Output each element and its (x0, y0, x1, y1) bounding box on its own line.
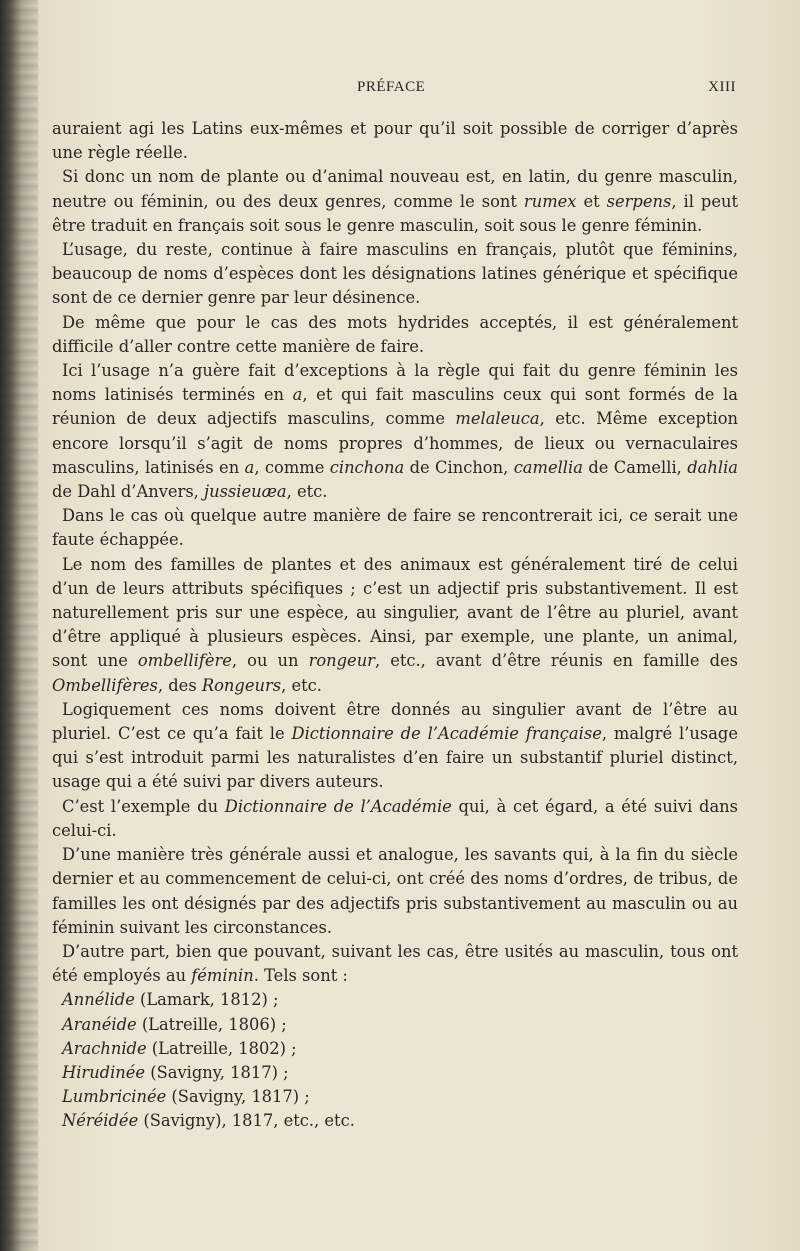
list-item: Lumbricinée (Savigny, 1817) ; (62, 1087, 310, 1107)
paragraph-1: Si donc un nom de plante ou d’animal nouveau est, en latin, du genre masculin, neutre ou féminin, ou des deux genres, comme le sont rumex et serpens, il peut être traduit en français soit sous le genre masculin, soit sous le genre féminin. (52, 167, 738, 235)
paragraph-10: D’autre part, bien que pouvant, suivant les cas, être usités au masculin, tous ont été employés au féminin. Tels sont : (52, 941, 738, 986)
running-head: PRÉFACE (357, 79, 426, 95)
paragraph-8: C’est l’exemple du Dictionnaire de l’Académie qui, à cet égard, a été suivi dans celui-ci. (52, 796, 738, 840)
paragraph-3: De même que pour le cas des mots hydrides acceptés, il est généralement difficile d’aller contre cette manière de faire. (52, 312, 738, 356)
list-item: Néréidée (Savigny), 1817, etc., etc. (62, 1111, 355, 1131)
body-text (52, 117, 738, 1134)
paragraph-7: Logiquement ces noms doivent être donnés au singulier avant de l’être au pluriel. C’est ce qu’a fait le Dictionnaire de l’Académie française, malgré l’usage qui s’est introduit parmi les naturalistes d’en faire un substantif pluriel distinct, usage qui a été suivi par divers auteurs. (52, 699, 738, 792)
paragraph-4: Ici l’usage n’a guère fait d’exceptions à la règle qui fait du genre féminin les noms latinisés terminés en a, et qui fait masculins ceux qui sont formés de la réunion de deux adjectifs masculins, comme melaleuca, etc. Même exception encore lorsqu’il s’agit de noms propres d’hommes, de lieux ou vernaculaires masculins, latinisés en a, comme cinchona de Cinchon, camellia de Camelli, dahlia de Dahl d’Anvers, jussieuæa, etc. (52, 361, 738, 502)
list-item: Annélide (Lamark, 1812) ; (62, 990, 279, 1010)
list-item: Hirudinée (Savigny, 1817) ; (62, 1062, 289, 1082)
paragraph-9: D’une manière très générale aussi et analogue, les savants qui, à la fin du siècle dernier et au commencement de celui-ci, ont créé des noms d’ordres, de tribus, de familles les ont désignés par des adjectifs pris substantivement au masculin ou au féminin suivant les circonstances. (52, 845, 738, 937)
page-number: XIII (708, 79, 736, 95)
page-gutter (0, 0, 38, 1251)
paragraph-2: L’usage, du reste, continue à faire masculins en français, plutôt que féminins, beaucoup de noms d’espèces dont les désignations latines générique et spécifique sont de ce dernier genre par leur désinence. (52, 240, 738, 308)
list-item: Aranéide (Latreille, 1806) ; (62, 1014, 287, 1034)
paragraph-6: Le nom des familles de plantes et des animaux est généralement tiré de celui d’un de leurs attributs spécifiques ; c’est un adjectif pris substantivement. Il est naturellement pris sur une espèce, au singulier, avant de l’être au pluriel, avant d’être appliqué à plusieurs espèces. Ainsi, par exemple, une plante, un animal, sont une ombellifère, ou un rongeur, etc., avant d’être réunis en famille des Ombellifères, des Rongeurs, etc. (52, 554, 738, 695)
paragraph-5: Dans le cas où quelque autre manière de faire se rencontrerait ici, ce serait une faute échappée. (52, 506, 738, 550)
paragraph-0: auraient agi les Latins eux-mêmes et pour qu’il soit possible de corriger d’après une règle réelle. (52, 119, 738, 163)
list-item: Arachnide (Latreille, 1802) ; (62, 1038, 297, 1058)
page-header (52, 79, 736, 101)
family-name-list (52, 988, 738, 1133)
